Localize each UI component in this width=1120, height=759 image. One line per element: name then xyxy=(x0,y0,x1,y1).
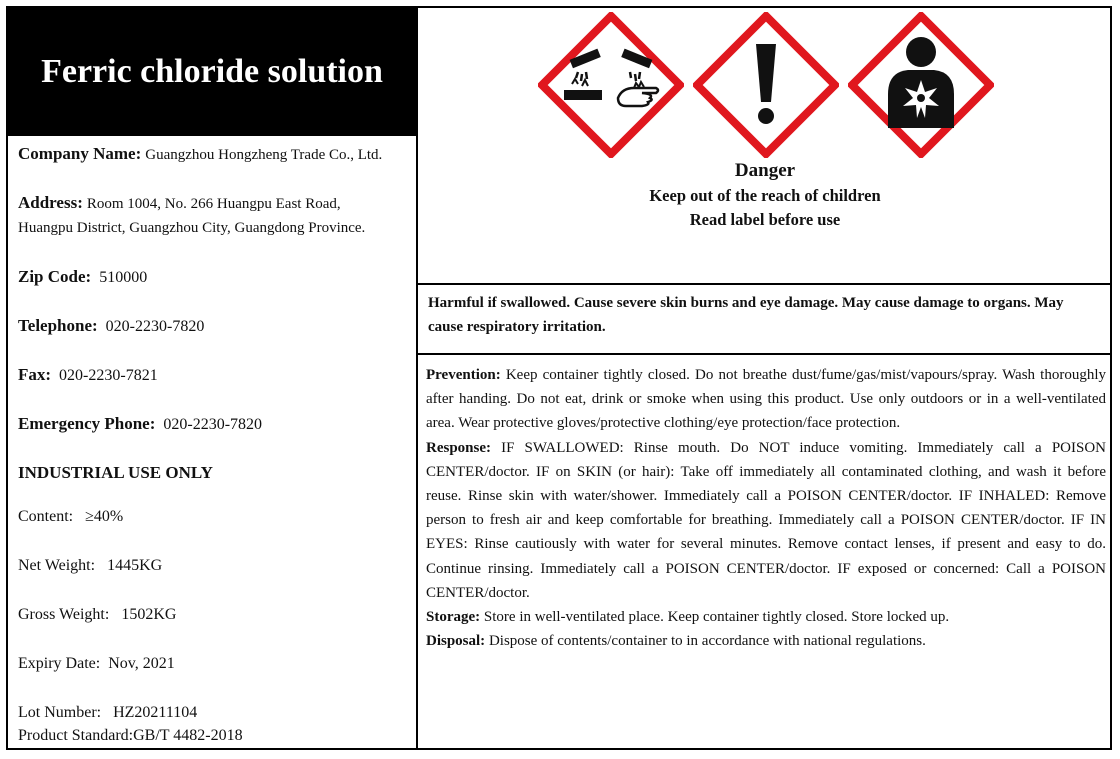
industrial-use-notice: INDUSTRIAL USE ONLY xyxy=(18,463,213,482)
product-title: Ferric chloride solution xyxy=(41,53,383,90)
zip-code: Zip Code: 510000 xyxy=(18,267,148,286)
emergency-phone: Emergency Phone: 020-2230-7820 xyxy=(18,414,263,433)
hazard-panel xyxy=(418,8,1110,748)
storage-statement: Storage: Store in well-ventilated place. Keep container tightly closed. Store locked up. xyxy=(426,609,950,626)
product-info-panel xyxy=(8,8,418,748)
prevention-statement: Prevention: Keep container tightly closed. Do not breathe dust/fume/gas/mist/vapours/spray. Wash thoroughly after handing. Do not eat, drink or smoke when using this product. Use only outdoors or in a well-ventilated area. Wear protective gloves/protective clothing/eye protection/face protection. xyxy=(426,367,1106,432)
chemical-label xyxy=(6,6,1112,750)
disposal-statement: Disposal: Dispose of contents/container to in accordance with national regulations. xyxy=(426,633,926,650)
address: Address: Room 1004, No. 266 Huangpu East Road, Huangpu District, Guangzhou City, Guangdong Province. xyxy=(18,193,366,236)
supplemental-read-label: Read label before use xyxy=(689,210,841,229)
corrosion-icon xyxy=(538,12,684,158)
company-name: Company Name: Guangzhou Hongzheng Trade Co., Ltd. xyxy=(18,144,383,163)
lot-number: Lot Number: HZ20211104 xyxy=(18,704,198,721)
pictogram-row xyxy=(538,12,998,162)
hazard-statements: Harmful if swallowed. Cause severe skin burns and eye damage. May cause damage to organs. May cause respiratory irritation. xyxy=(418,287,1112,355)
supplemental-children: Keep out of the reach of children xyxy=(649,186,881,205)
expiry-date: Expiry Date: Nov, 2021 xyxy=(18,655,175,672)
title-banner xyxy=(8,8,416,136)
gross-weight: Gross Weight: 1502KG xyxy=(18,606,177,623)
exclamation-mark-icon xyxy=(693,12,839,158)
net-weight: Net Weight: 1445KG xyxy=(18,557,163,574)
precautionary-statements xyxy=(418,360,1112,653)
health-hazard-icon xyxy=(848,12,994,158)
content: Content: ≥40% xyxy=(18,508,124,525)
hazard-pictogram-section xyxy=(418,8,1112,285)
telephone: Telephone: 020-2230-7820 xyxy=(18,316,205,335)
response-statement: Response: IF SWALLOWED: Rinse mouth. Do NOT induce vomiting. Immediately call a POISON CENTER/doctor. IF on SKIN (or hair): Take off immediately all contaminated clothing, and wash it before reuse. Rinse skin with water/shower. Immediately call a POISON CENTER/doctor. IF INHALED: Remove person to fresh air and keep comfortable for breathing. Immediately call a POISON CENTER/doctor. IF IN EYES: Rinse cautiously with water for several minutes. Remove contact lenses, if present and easy to do. Continue rinsing. Immediately call a POISON CENTER/doctor. IF exposed or concerned: Call a POISON CENTER/doctor. xyxy=(426,439,1106,601)
fax: Fax: 020-2230-7821 xyxy=(18,365,158,384)
signal-word: Danger xyxy=(734,160,796,181)
product-standard: Product Standard:GB/T 4482-2018 xyxy=(18,727,243,744)
